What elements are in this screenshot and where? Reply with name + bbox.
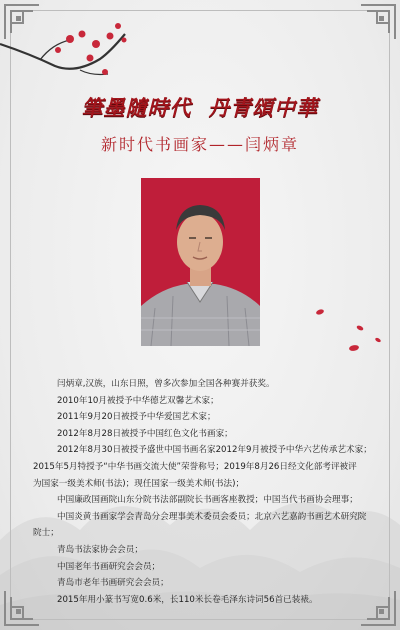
bio-line: 2011年9月20日被授予中华爱国艺术家； — [57, 412, 216, 423]
artist-biography — [33, 376, 380, 608]
corner-pattern-icon — [359, 3, 397, 41]
bio-line: 中国廉政国画院山东分院书法部副院长书画客座教授；中国当代书画协会理事； — [57, 495, 358, 506]
artist-subtitle: 新时代书画家——闫炳章 — [100, 135, 299, 154]
bio-line: 闫炳章,汉族，山东日照，曾多次参加全国各种赛并获奖。 — [57, 379, 275, 389]
falling-petals-icon — [300, 300, 400, 360]
bio-line: 中国老年书画研究会会员； — [57, 561, 161, 572]
bio-line: 为国家一级美术师(书法)；现任国家一级美术师(书法)； — [33, 478, 245, 489]
bio-line: 2012年8月30日被授予盛世中国书画名家2012年9月被授予中华六艺传承艺术家； — [57, 445, 372, 456]
bio-line: 2015年5月特授予“中华书画交流大使”荣誉称号；2019年8月26日经文化部考评被评 — [33, 461, 357, 472]
plum-blossom-branch-icon — [0, 14, 130, 84]
bio-line: 院士； — [33, 528, 59, 539]
bio-line: 中国炎黄书画家学会青岛分会理事美术委员会委员；北京六艺嘉韵书画艺术研究院 — [57, 511, 367, 522]
bio-line: 2010年10月被授予中华德艺双馨艺术家； — [57, 395, 219, 406]
bio-line: 2015年用小篆书写宽0.6米，长110米长卷毛泽东诗词56首已装裱。 — [57, 594, 318, 605]
portrait-illustration — [141, 178, 260, 346]
artist-portrait — [141, 178, 260, 346]
calligraphy-headline: 筆墨隨時代 丹青頌中華 — [81, 95, 319, 120]
bio-line: 青岛市老年书画研究会会员； — [57, 578, 169, 589]
bio-line: 2012年8月28日被授予中国红色文化书画家； — [57, 428, 233, 439]
bio-line: 青岛书法家协会会员； — [57, 544, 143, 555]
